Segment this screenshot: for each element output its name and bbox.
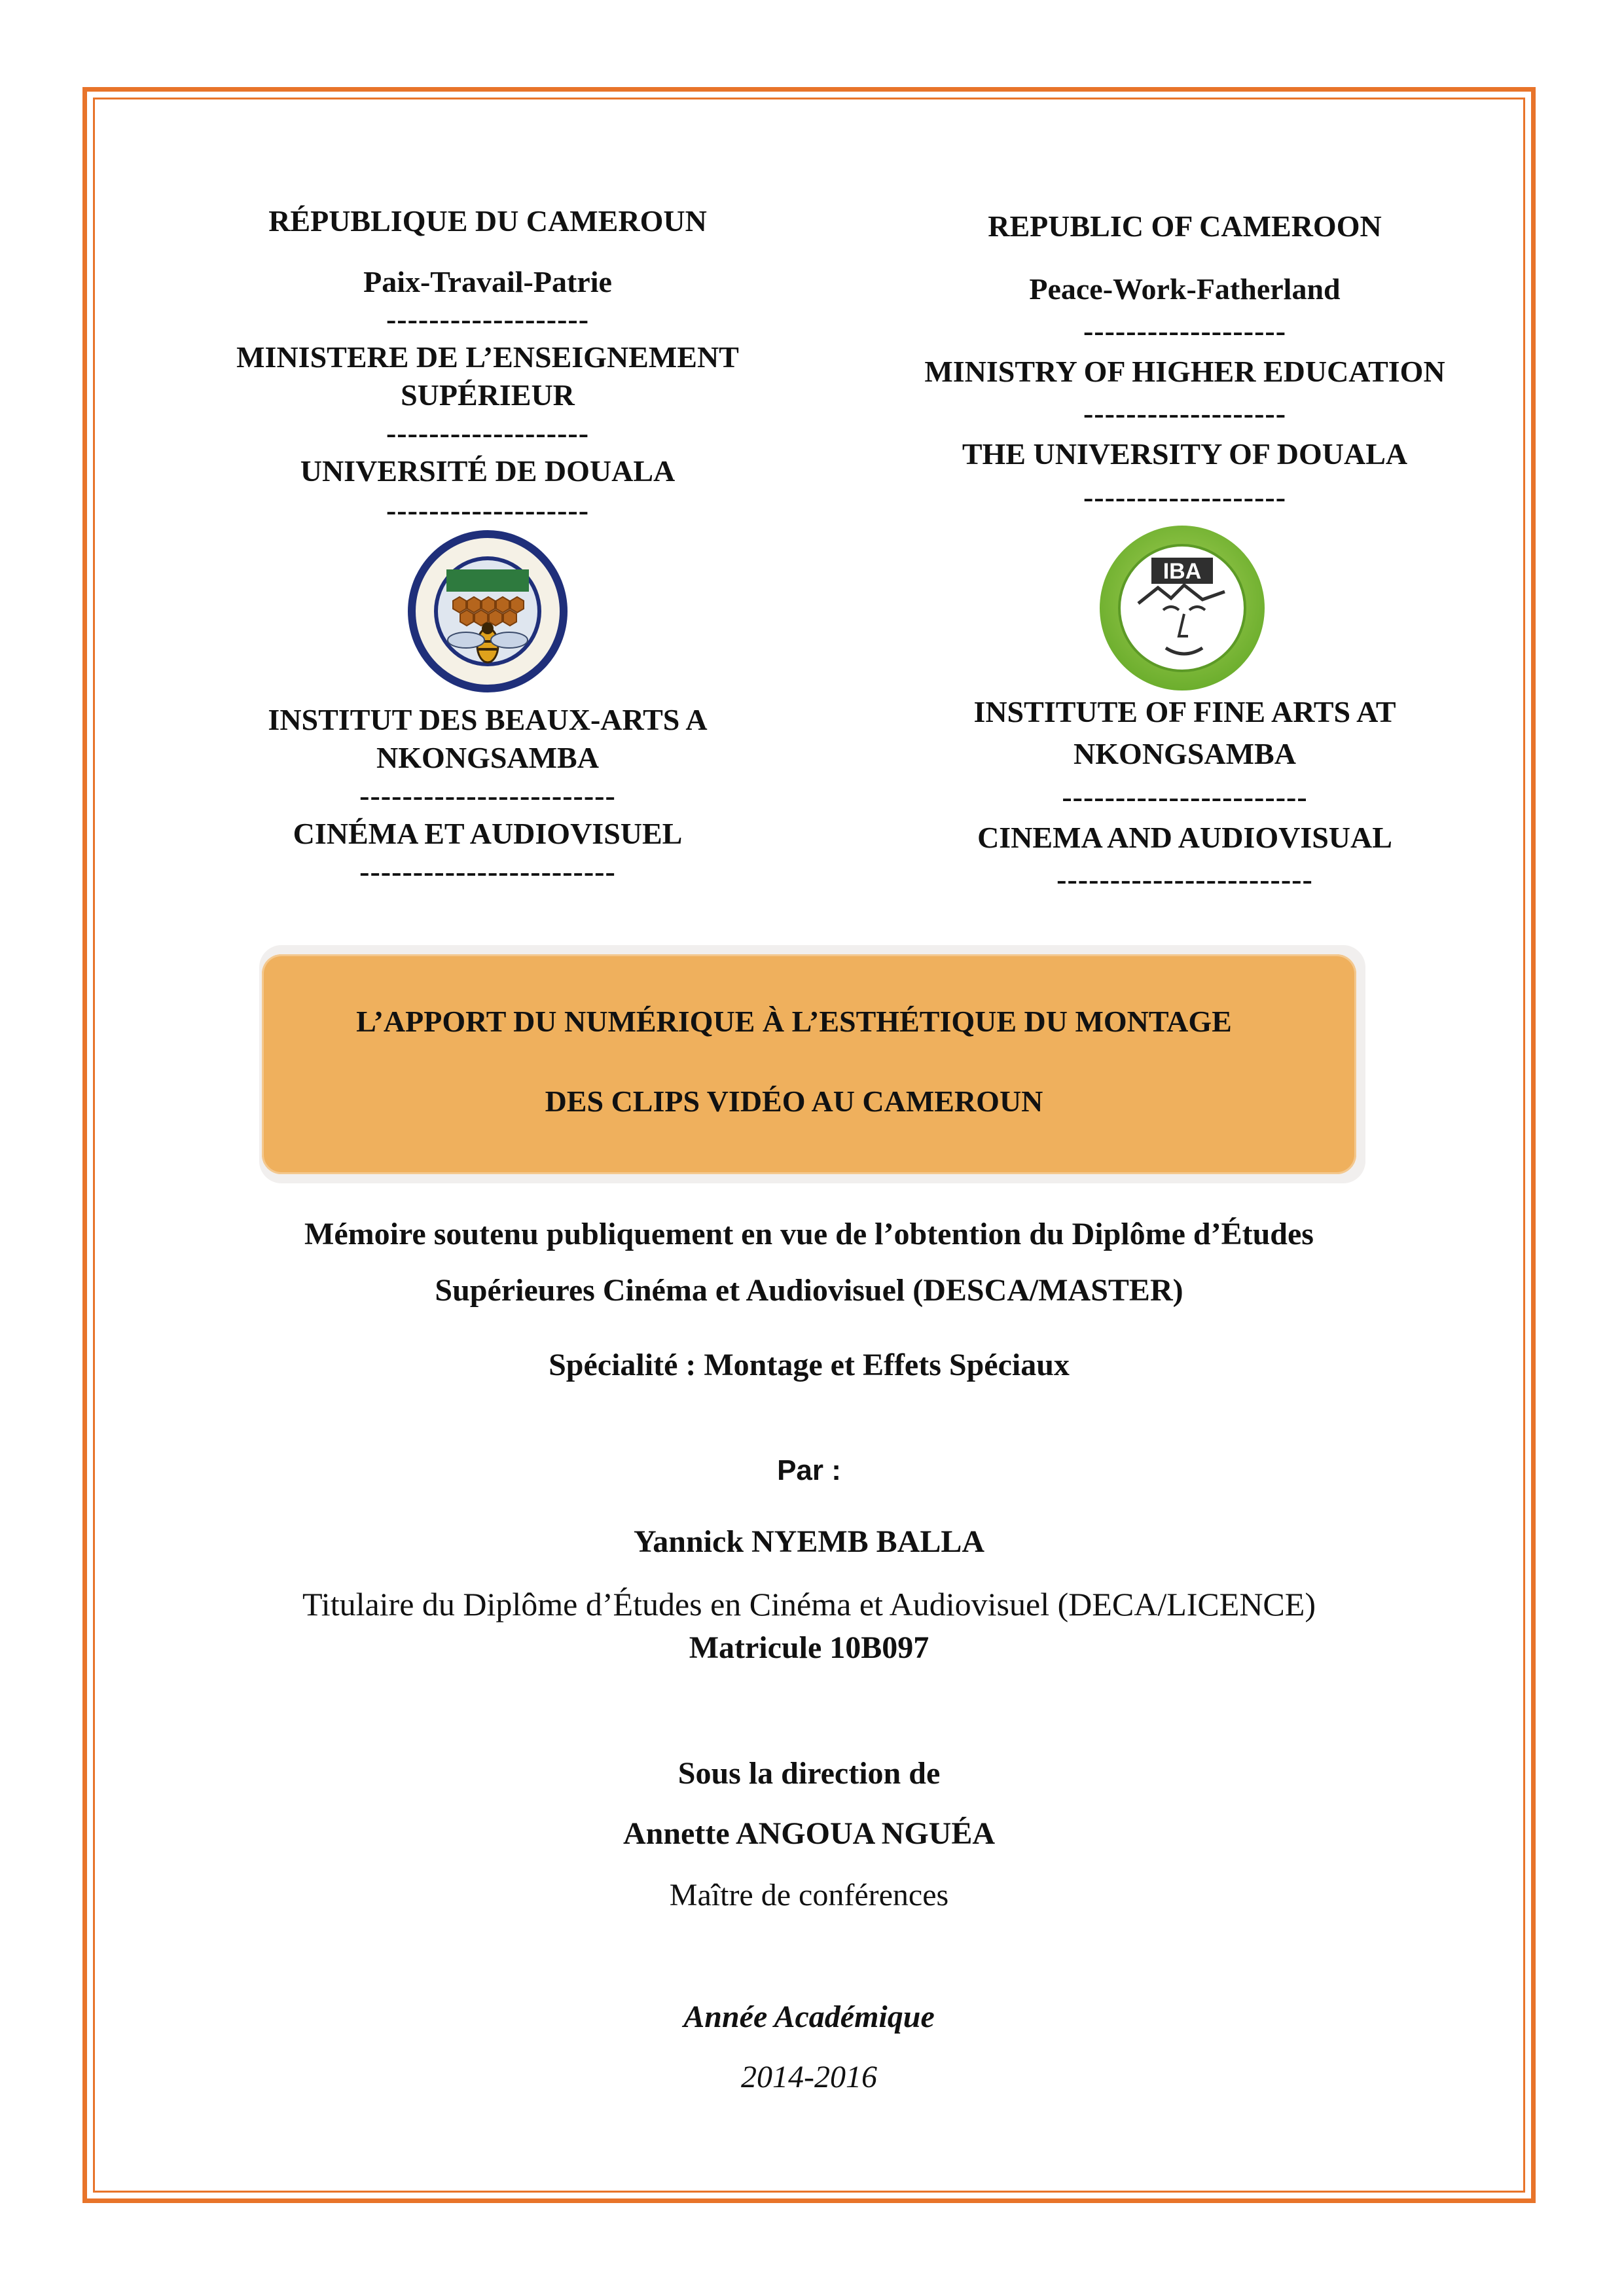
- left-country: RÉPUBLIQUE DU CAMEROUN: [268, 204, 707, 238]
- left-separator: ------------------------: [359, 779, 616, 812]
- author-qualification: Titulaire du Diplôme d’Études en Cinéma et Audiovisuel (DECA/LICENCE): [302, 1586, 1316, 1623]
- left-separator: -------------------: [386, 493, 590, 527]
- right-country: REPUBLIC OF CAMEROON: [988, 209, 1382, 243]
- right-separator: ------------------------: [1056, 863, 1313, 896]
- author-name: Yannick NYEMB BALLA: [633, 1524, 985, 1559]
- supervisor-title: Maître de conférences: [669, 1878, 949, 1912]
- left-motto: Paix-Travail-Patrie: [363, 265, 612, 298]
- right-separator: -------------------: [1083, 480, 1287, 514]
- by-label: Par :: [777, 1454, 841, 1486]
- university-douala-seal-icon: [406, 529, 569, 694]
- thesis-title: DES CLIPS VIDÉO AU CAMEROUN: [545, 1085, 1043, 1118]
- author-matricule: Matricule 10B097: [689, 1630, 929, 1665]
- right-department: CINEMA AND AUDIOVISUAL: [977, 821, 1392, 854]
- left-institute: NKONGSAMBA: [376, 741, 599, 774]
- direction-label: Sous la direction de: [677, 1756, 941, 1791]
- left-separator: ------------------------: [359, 855, 616, 888]
- right-university: THE UNIVERSITY OF DOUALA: [962, 437, 1408, 471]
- right-separator: -------------------: [1083, 397, 1287, 430]
- left-ministry: MINISTERE DE L’ENSEIGNEMENT: [236, 340, 739, 374]
- supervisor-name: Annette ANGOUA NGUÉA: [623, 1816, 995, 1851]
- right-separator: -----------------------: [1062, 780, 1308, 814]
- iba-seal-text: IBA: [1163, 559, 1202, 584]
- iba-institute-seal-icon: [1098, 524, 1267, 692]
- right-institute: INSTITUTE OF FINE ARTS AT: [973, 695, 1396, 728]
- left-university: UNIVERSITÉ DE DOUALA: [300, 454, 676, 488]
- left-separator: -------------------: [386, 302, 590, 336]
- specialty: Spécialité : Montage et Effets Spéciaux: [549, 1348, 1070, 1382]
- academic-year-label: Année Académique: [683, 2000, 935, 2034]
- right-institute: NKONGSAMBA: [1074, 737, 1296, 770]
- thesis-title-box: [262, 954, 1356, 1174]
- left-department: CINÉMA ET AUDIOVISUEL: [293, 817, 683, 850]
- academic-year: 2014-2016: [741, 2060, 877, 2094]
- thesis-description: Mémoire soutenu publiquement en vue de l’obtention du Diplôme d’Études: [304, 1217, 1314, 1251]
- right-ministry: MINISTRY OF HIGHER EDUCATION: [924, 355, 1445, 388]
- left-ministry: SUPÉRIEUR: [401, 378, 575, 412]
- right-motto: Peace-Work-Fatherland: [1029, 272, 1341, 306]
- right-separator: -------------------: [1083, 314, 1287, 348]
- thesis-description: Supérieures Cinéma et Audiovisuel (DESCA/MASTER): [435, 1273, 1183, 1308]
- left-institute: INSTITUT DES BEAUX-ARTS A: [268, 703, 708, 736]
- left-separator: -------------------: [386, 416, 590, 450]
- thesis-title: L’APPORT DU NUMÉRIQUE À L’ESTHÉTIQUE DU MONTAGE: [356, 1005, 1232, 1038]
